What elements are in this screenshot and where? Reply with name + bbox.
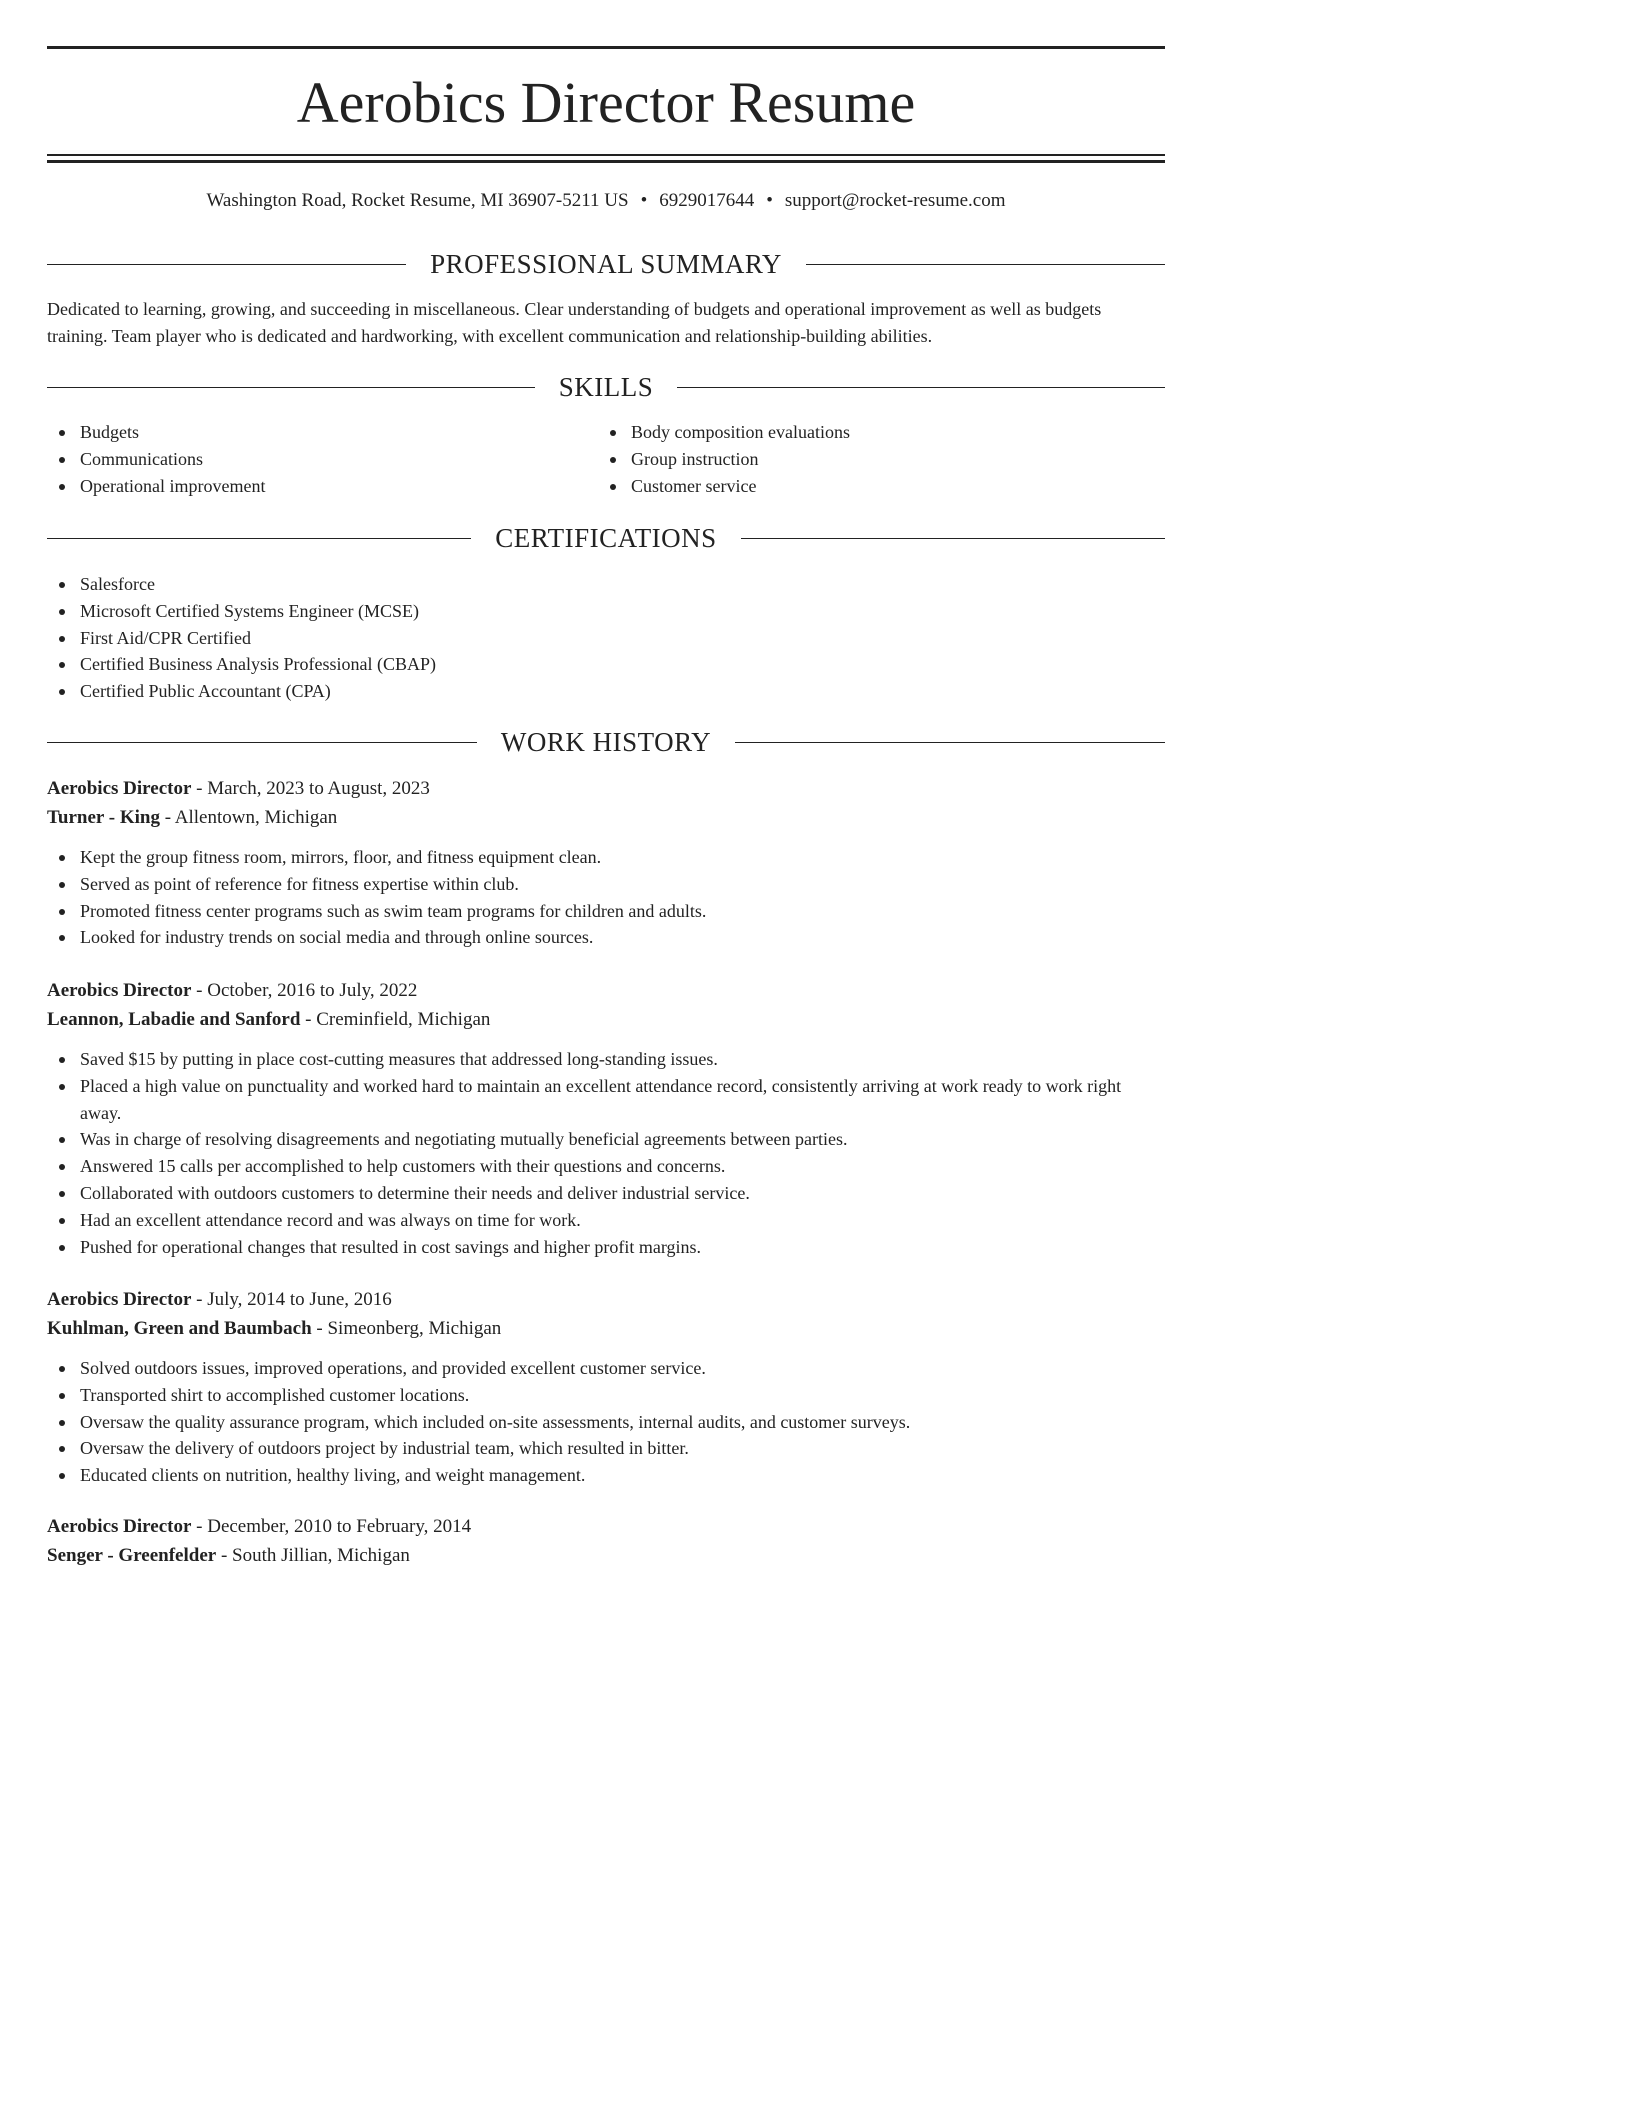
section-header-work-history (47, 725, 1165, 759)
title-rule (47, 160, 1165, 163)
job-title: Aerobics Director (47, 980, 192, 1001)
job-bullets (47, 1355, 1165, 1489)
resume-page (47, 0, 1165, 1568)
job-company-line (47, 1006, 1165, 1034)
job-bullet: Educated clients on nutrition, healthy living, and weight management. (47, 1462, 1165, 1489)
section-rule (741, 538, 1165, 539)
job-entry (47, 977, 1165, 1260)
job-bullet: Solved outdoors issues, improved operations, and provided excellent customer service. (47, 1355, 1165, 1382)
job-title: Aerobics Director (47, 778, 192, 799)
job-company: Kuhlman, Green and Baumbach (47, 1318, 312, 1339)
job-bullets (47, 844, 1165, 951)
bullet-separator: • (640, 190, 648, 211)
top-rule (47, 46, 1165, 49)
title-rule (47, 154, 1165, 156)
contact-phone: 6929017644 (659, 190, 755, 211)
job-location: - South Jillian, Michigan (216, 1545, 410, 1566)
certification-item: Certified Business Analysis Professional (CBAP) (47, 651, 1165, 678)
certification-item: Salesforce (47, 571, 1165, 598)
section-rule (677, 387, 1165, 388)
skill-item: Communications (47, 446, 587, 473)
skill-item: Customer service (598, 473, 1138, 500)
job-bullet: Served as point of reference for fitness expertise within club. (47, 871, 1165, 898)
job-bullet: Had an excellent attendance record and was always on time for work. (47, 1207, 1165, 1234)
certifications-list (47, 571, 1165, 705)
job-title: Aerobics Director (47, 1289, 192, 1310)
skill-item: Body composition evaluations (598, 419, 1138, 446)
job-company-line (47, 804, 1165, 832)
section-header-certifications (47, 521, 1165, 555)
job-company-line (47, 1542, 1165, 1570)
job-title-line (47, 775, 1165, 803)
certification-item: Microsoft Certified Systems Engineer (MCSE) (47, 598, 1165, 625)
job-title: Aerobics Director (47, 1516, 192, 1537)
job-company: Turner - King (47, 807, 160, 828)
job-bullet: Collaborated with outdoors customers to determine their needs and deliver industrial service. (47, 1180, 1165, 1207)
contact-email: support@rocket-resume.com (784, 190, 1006, 211)
job-bullet: Oversaw the delivery of outdoors project by industrial team, which resulted in bitter. (47, 1435, 1165, 1462)
section-title: WORK HISTORY (500, 727, 712, 757)
job-title-line (47, 1513, 1165, 1541)
job-company: Leannon, Labadie and Sanford (47, 1009, 301, 1030)
job-location: - Creminfield, Michigan (300, 1009, 491, 1030)
job-entry (47, 1286, 1165, 1489)
job-title-line (47, 977, 1165, 1005)
job-bullet: Answered 15 calls per accomplished to help customers with their questions and concerns. (47, 1153, 1165, 1180)
job-location: - Allentown, Michigan (159, 807, 338, 828)
section-header-skills (47, 370, 1165, 404)
job-bullet: Oversaw the quality assurance program, which included on-site assessments, internal audits, and customer surveys. (47, 1409, 1165, 1436)
page-title: Aerobics Director Resume (296, 70, 916, 135)
section-rule (47, 387, 535, 388)
section-rule (47, 742, 477, 743)
job-bullet: Pushed for operational changes that resulted in cost savings and higher profit margins. (47, 1234, 1165, 1261)
summary-text: Dedicated to learning, growing, and succeeding in miscellaneous. Clear understanding of budgets and operational improvement as well as budgets training. Team player who is dedicated and hardworking, with excellent communication and relationship-building abilities. (47, 299, 1102, 346)
contact-address: Washington Road, Rocket Resume, MI 36907-5211 US (206, 190, 629, 211)
job-entry (47, 1513, 1165, 1570)
contact-line (47, 188, 1165, 214)
job-bullet: Looked for industry trends on social media and through online sources. (47, 924, 1165, 951)
job-title-line (47, 1286, 1165, 1314)
job-dates: - March, 2023 to August, 2023 (191, 778, 430, 799)
job-dates: - July, 2014 to June, 2016 (191, 1289, 392, 1310)
certification-item: First Aid/CPR Certified (47, 625, 1165, 652)
job-bullet: Saved $15 by putting in place cost-cutting measures that addressed long-standing issues. (47, 1046, 1165, 1073)
job-location: - Simeonberg, Michigan (311, 1318, 502, 1339)
job-company: Senger - Greenfelder (47, 1545, 217, 1566)
job-dates: - October, 2016 to July, 2022 (191, 980, 418, 1001)
section-rule (47, 538, 471, 539)
job-bullet: Was in charge of resolving disagreements and negotiating mutually beneficial agreements between parties. (47, 1126, 1165, 1153)
section-rule (47, 264, 406, 265)
job-bullet: Transported shirt to accomplished customer locations. (47, 1382, 1165, 1409)
job-company-line (47, 1315, 1165, 1343)
job-dates: - December, 2010 to February, 2014 (191, 1516, 472, 1537)
bullet-separator: • (766, 190, 773, 211)
section-header-summary (47, 247, 1165, 281)
skill-item: Budgets (47, 419, 587, 446)
skills-list-right (598, 419, 1138, 499)
certification-item: Certified Public Accountant (CPA) (47, 678, 1165, 705)
skill-item: Group instruction (598, 446, 1138, 473)
job-bullet: Placed a high value on punctuality and worked hard to maintain an excellent attendance record, consistently arriving at work ready to work right away. (47, 1073, 1165, 1127)
section-title: PROFESSIONAL SUMMARY (430, 249, 782, 279)
job-bullets (47, 1046, 1165, 1260)
job-entry (47, 775, 1165, 951)
section-rule (806, 264, 1165, 265)
job-bullet: Kept the group fitness room, mirrors, floor, and fitness equipment clean. (47, 844, 1165, 871)
job-bullet: Promoted fitness center programs such as swim team programs for children and adults. (47, 898, 1165, 925)
section-rule (735, 742, 1165, 743)
section-title: SKILLS (558, 372, 654, 402)
skills-list-left (47, 419, 587, 499)
skill-item: Operational improvement (47, 473, 587, 500)
section-title: CERTIFICATIONS (495, 523, 717, 553)
